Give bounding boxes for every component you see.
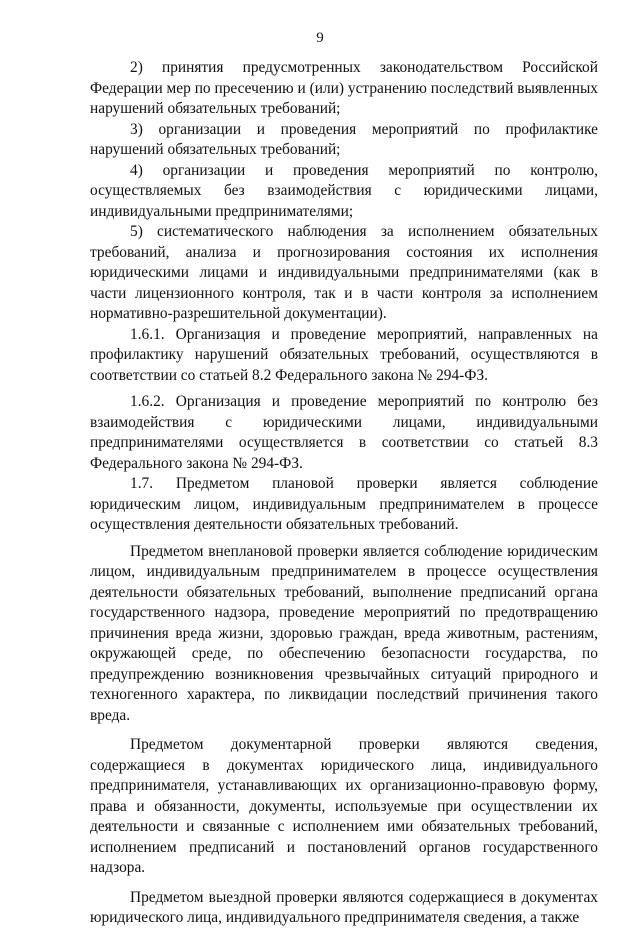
paragraph-item-4: 4) организации и проведения мероприятий по контролю, осуществляемых без взаимодействия с юридическими лицами, индивидуальными предпринимателями; (90, 161, 598, 220)
paragraph-item-5: 5) систематического наблюдения за исполнением обязательных требований, анализа и прогнозирования состояния их исполнения юридическими лицами и индивидуальными предпринимателями (как в части лицензионного контроля, так и в части контроля за исполнением нормативно-разрешительной документации). (90, 223, 598, 322)
paragraph-item-2: 2) принятия предусмотренных законодательством Российской Федерации мер по пресечению и (или) устранению последствий выявленных нарушений обязательных требований; (90, 59, 598, 117)
paragraph-unscheduled-inspection: Предметом внеплановой проверки является соблюдение юридическим лицом, индивидуальным предпринимателем в процессе осуществления деятельности обязательных требований, выполнение предписаний органа государственного надзора, проведение мероприятий по предотвращению причинения вреда жизни, здоровью граждан, вреда животным, растениям, окружающей среде, по обеспечению безопасности государства, по предупреждению возникновения чрезвычайных ситуаций природного и техногенного характера, по ликвидации последствий причинения такого вреда. (90, 542, 598, 724)
page-number: 9 (316, 30, 324, 46)
paragraph-1-6-1: 1.6.1. Организация и проведение мероприятий, направленных на профилактику нарушений обязательных требований, осуществляются в соответствии со статьей 8.2 Федерального закона № 294-ФЗ. (90, 325, 598, 384)
document-body (90, 58, 598, 929)
paragraph-onsite-inspection: Предметом выездной проверки являются содержащиеся в документах юридического лица, индивидуального предпринимателя сведения, а также (90, 888, 598, 926)
paragraph-documentary-inspection: Предметом документарной проверки являются сведения, содержащиеся в документах юридического лица, индивидуального предпринимателя, устанавливающих их организационно-правовую форму, права и обязанности, документы, используемые при осуществлении их деятельности и связанные с исполнением ими обязательных требований, исполнением предписаний и постановлений органов государственного надзора. (90, 736, 598, 876)
paragraph-item-3: 3) организации и проведения мероприятий по профилактике нарушений обязательных требований; (90, 120, 598, 158)
paragraph-1-6-2: 1.6.2. Организация и проведение мероприятий по контролю без взаимодействия с юридическими лицами, индивидуальными предпринимателями осуществляется в соответствии со статьей 8.3 Федерального закона № 294-ФЗ. (90, 393, 598, 472)
paragraph-1-7: 1.7. Предметом плановой проверки является соблюдение юридическим лицом, индивидуальным предпринимателем в процессе осуществления деятельности обязательных требований. (90, 475, 598, 533)
